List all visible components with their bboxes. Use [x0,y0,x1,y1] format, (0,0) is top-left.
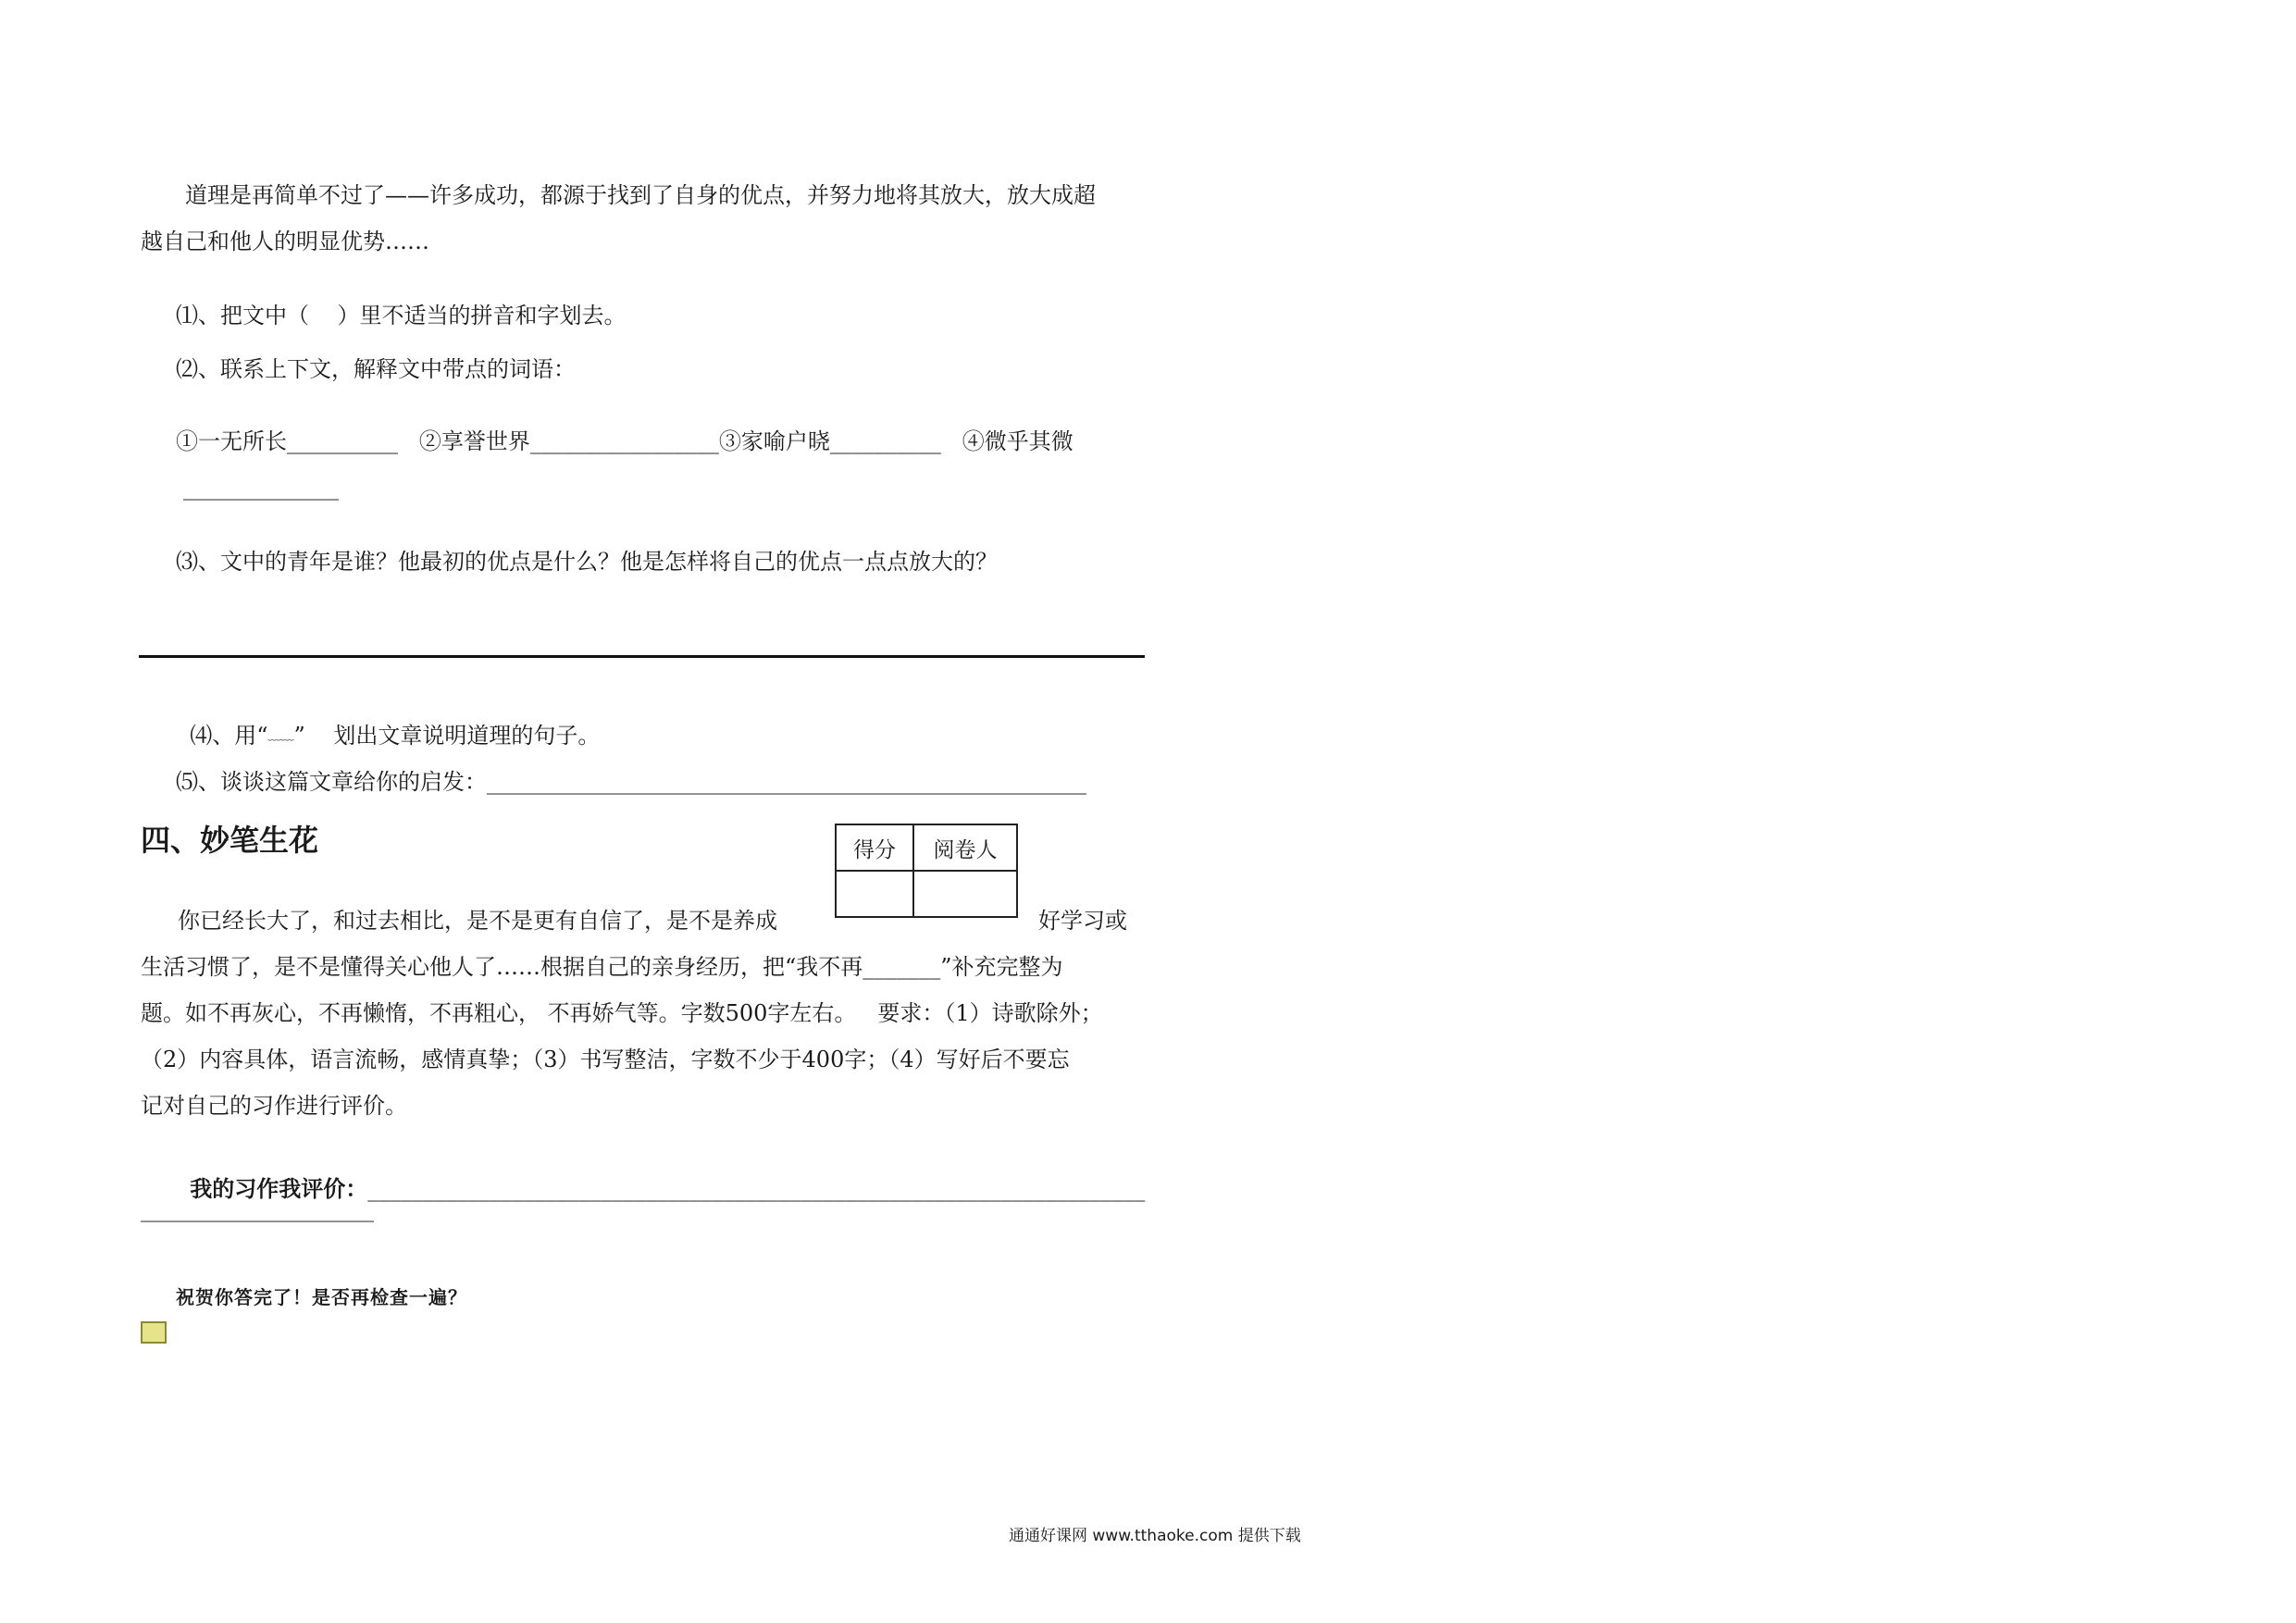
question-4-suffix: ” 划出文章说明道理的句子。 [293,723,601,749]
essay-line-4: （2）内容具体，语言流畅，感情真挚；（3）书写整洁，字数不少于400字；（4）写好后不要忘 [141,1047,1070,1072]
score-table [835,824,1018,918]
self-evaluation-label: 我的习作我评价： [190,1175,368,1202]
score-cell[interactable] [836,871,913,917]
footer-credit: 通通好课网 www.tthaoke.com 提供下载 [1009,1527,1301,1545]
essay-line-1a: 你已经长大了，和过去相比，是不是更有自信了，是不是养成 [178,908,777,934]
grader-cell[interactable] [913,871,1017,917]
essay-line-3: 题。如不再灰心，不再懒惰，不再粗心， 不再娇气等。字数500字左右。 要求：（1）诗歌除外； [141,1000,1103,1026]
essay-line-2: 生活习惯了，是不是懂得关心他人了……根据自己的亲身经历，把“我不再_______”补充完整为 [141,954,1063,980]
embedded-object-icon [141,1321,167,1344]
question-4-prefix: ⑷、用“ [190,723,268,749]
essay-line-1b: 好学习或 [1038,908,1127,934]
score-header: 得分 [836,824,913,871]
section-title: 四、妙笔生花 [141,823,319,858]
question-4 [176,694,600,750]
self-evaluation-blank[interactable]: ______________________________________________________________________ [367,1176,1146,1202]
question-3: ⑶、文中的青年是谁？他最初的优点是什么？他是怎样将自己的优点一点点放大的？ [176,549,998,575]
congrats-message: 祝贺你答完了！是否再检查一遍？ [176,1286,467,1308]
self-evaluation-blank-2[interactable]: _____________________ [141,1196,374,1222]
self-evaluation [176,1147,1145,1203]
question-5: ⑸、谈谈这篇文章给你的启发：______________________________________________________ [176,769,1086,795]
passage-line-2: 越自己和他人的明显优势…… [141,229,429,254]
wavy-underline-mark: ﹏﹏ [267,728,294,743]
grader-header: 阅卷人 [913,824,1017,871]
question-2-items: ①一无所长__________ ②享誉世界_________________③家喻户晓__________ ④微乎其微 [176,428,1074,454]
answer-rule [139,655,1145,658]
question-2-continuation: ______________ [183,475,339,501]
question-2: ⑵、联系上下文，解释文中带点的词语： [176,356,576,382]
essay-line-5: 记对自己的习作进行评价。 [141,1093,407,1119]
question-1: ⑴、把文中（ ）里不适当的拼音和字划去。 [176,303,627,328]
passage-line-1: 道理是再简单不过了——许多成功，都源于找到了自身的优点，并努力地将其放大，放大成超 [185,182,1096,208]
